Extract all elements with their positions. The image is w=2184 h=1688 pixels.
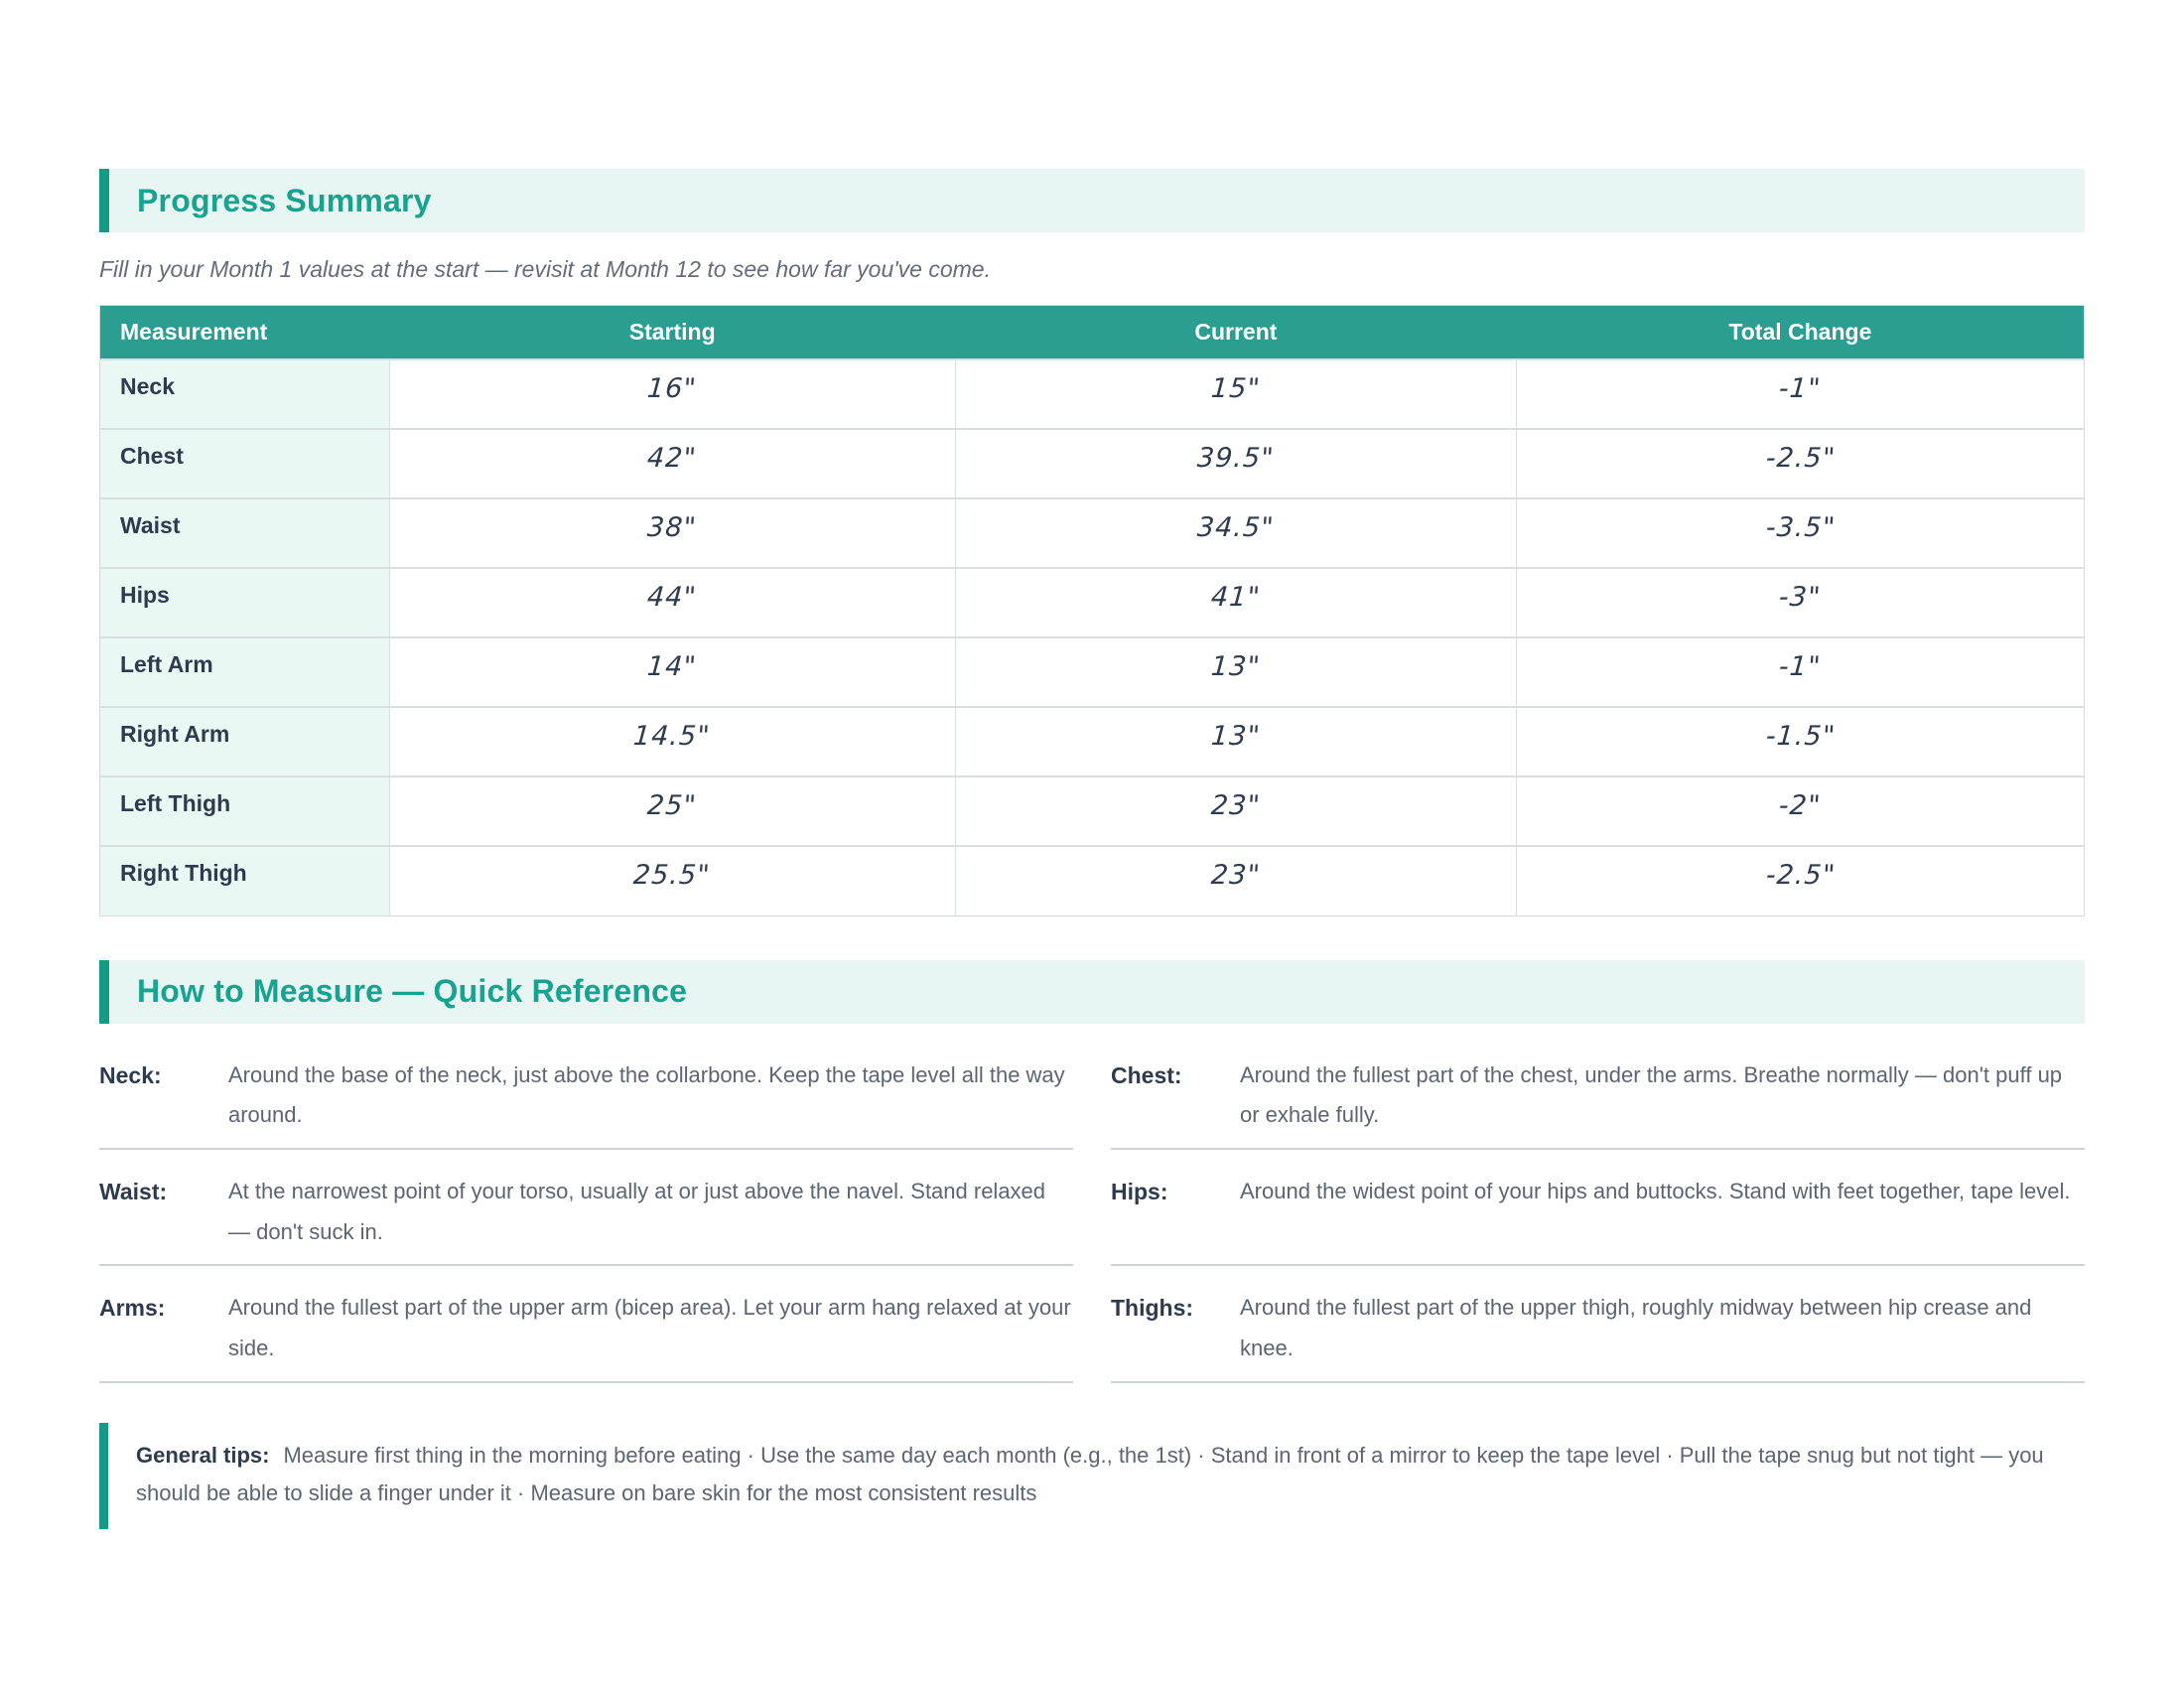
- handwritten-value: 15": [1209, 373, 1262, 404]
- starting-value: [389, 776, 955, 846]
- current-value: [955, 359, 1517, 429]
- handwritten-value: 25.5": [632, 860, 713, 891]
- definition-term: Thighs:: [1111, 1295, 1194, 1322]
- handwritten-value: -1": [1778, 651, 1823, 682]
- current-value: [955, 707, 1517, 776]
- handwritten-value: 42": [646, 443, 699, 474]
- handwritten-value: -3.5": [1764, 512, 1837, 543]
- handwritten-value: 41": [1209, 582, 1262, 613]
- change-value: [1517, 776, 2085, 846]
- starting-value: [389, 637, 955, 707]
- starting-value: [389, 846, 955, 915]
- handwritten-value: 16": [646, 373, 699, 404]
- definition-description: At the narrowest point of your torso, usually at or just above the navel. Stand relaxed — don't suck in.: [228, 1178, 1046, 1244]
- table-row-left-thigh: [100, 776, 2085, 846]
- definition-item-waist: [99, 1172, 1073, 1266]
- handwritten-value: -1": [1778, 373, 1823, 404]
- definition-description: Around the fullest part of the upper thigh, roughly midway between hip crease and knee.: [1240, 1295, 2032, 1360]
- definition-term: Arms:: [99, 1295, 166, 1322]
- change-value: [1517, 359, 2085, 429]
- definition-item-hips: [1111, 1172, 2085, 1266]
- progress-table: [99, 305, 2085, 916]
- current-value: [955, 776, 1517, 846]
- measurement-label: Right Thigh: [100, 846, 390, 915]
- handwritten-value: -2.5": [1764, 860, 1837, 891]
- handwritten-value: 23": [1209, 860, 1262, 891]
- table-row-waist: [100, 498, 2085, 568]
- handwritten-value: 14.5": [632, 721, 713, 752]
- definition-term: Chest:: [1111, 1061, 1182, 1088]
- measure-reference-grid: [99, 1055, 2085, 1405]
- column-header-starting: Starting: [389, 306, 955, 360]
- measurement-label: Waist: [100, 498, 390, 568]
- definition-term: Waist:: [99, 1178, 168, 1204]
- handwritten-value: -3": [1778, 582, 1823, 613]
- how-to-measure-banner: [99, 960, 2085, 1024]
- definition-term: Neck:: [99, 1061, 162, 1088]
- handwritten-value: 44": [646, 582, 699, 613]
- table-row-right-thigh: [100, 846, 2085, 915]
- measurement-label: Left Thigh: [100, 776, 390, 846]
- handwritten-value: 23": [1209, 790, 1262, 821]
- definition-description: Around the fullest part of the chest, under the arms. Breathe normally — don't puff up or exhale fully.: [1240, 1061, 2063, 1128]
- definition-item-neck: [99, 1055, 1073, 1150]
- current-value: [955, 637, 1517, 707]
- measurement-label: Neck: [100, 359, 390, 429]
- starting-value: [389, 359, 955, 429]
- column-header-measurement: Measurement: [100, 306, 390, 360]
- current-value: [955, 568, 1517, 637]
- column-header-current: Current: [955, 306, 1517, 360]
- starting-value: [389, 707, 955, 776]
- handwritten-value: 13": [1209, 721, 1262, 752]
- handwritten-value: 25": [646, 790, 699, 821]
- definition-item-thighs: [1111, 1288, 2085, 1382]
- change-value: [1517, 429, 2085, 498]
- change-value: [1517, 498, 2085, 568]
- progress-summary-banner: [99, 169, 2085, 232]
- definition-item-arms: [99, 1288, 1073, 1382]
- table-row-right-arm: [100, 707, 2085, 776]
- definition-description: Around the fullest part of the upper arm (bicep area). Let your arm hang relaxed at your side.: [228, 1295, 1071, 1360]
- how-to-measure-title: How to Measure — Quick Reference: [137, 973, 688, 1009]
- current-value: [955, 846, 1517, 915]
- table-row-hips: [100, 568, 2085, 637]
- handwritten-value: 38": [646, 512, 699, 543]
- handwritten-value: -2.5": [1764, 443, 1837, 474]
- handwritten-value: 39.5": [1196, 443, 1276, 474]
- column-header-total-change: Total Change: [1517, 306, 2085, 360]
- handwritten-value: 34.5": [1196, 512, 1276, 543]
- current-value: [955, 498, 1517, 568]
- general-tips-label: General tips:: [136, 1442, 270, 1468]
- starting-value: [389, 498, 955, 568]
- definition-description: Around the widest point of your hips and buttocks. Stand with feet together, tape level.: [1240, 1178, 2071, 1203]
- change-value: [1517, 637, 2085, 707]
- handwritten-value: -2": [1778, 790, 1823, 821]
- measurement-label: Left Arm: [100, 637, 390, 707]
- progress-table-header-row: [100, 306, 2085, 360]
- handwritten-value: 14": [646, 651, 699, 682]
- change-value: [1517, 707, 2085, 776]
- handwritten-value: -1.5": [1764, 721, 1837, 752]
- progress-summary-title: Progress Summary: [137, 182, 432, 218]
- progress-summary-subtitle: Fill in your Month 1 values at the start — revisit at Month 12 to see how far you've come.: [99, 256, 991, 282]
- change-value: [1517, 846, 2085, 915]
- measurement-label: Hips: [100, 568, 390, 637]
- starting-value: [389, 429, 955, 498]
- table-row-neck: [100, 359, 2085, 429]
- table-row-left-arm: [100, 637, 2085, 707]
- general-tips-callout: [99, 1423, 2085, 1529]
- measurement-label: Chest: [100, 429, 390, 498]
- table-row-chest: [100, 429, 2085, 498]
- measurement-label: Right Arm: [100, 707, 390, 776]
- definition-term: Hips:: [1111, 1178, 1168, 1204]
- change-value: [1517, 568, 2085, 637]
- definition-item-chest: [1111, 1055, 2085, 1150]
- general-tips-text: Measure first thing in the morning before eating · Use the same day each month (e.g., the 1st) · Stand in front of a mirror to keep the tape level · Pull the tape snug but not tight — you should be able to slide a finger under it · Measure on bare skin for the most consistent results: [136, 1442, 2044, 1506]
- starting-value: [389, 568, 955, 637]
- handwritten-value: 13": [1209, 651, 1262, 682]
- definition-description: Around the base of the neck, just above the collarbone. Keep the tape level all the way around.: [228, 1061, 1065, 1128]
- current-value: [955, 429, 1517, 498]
